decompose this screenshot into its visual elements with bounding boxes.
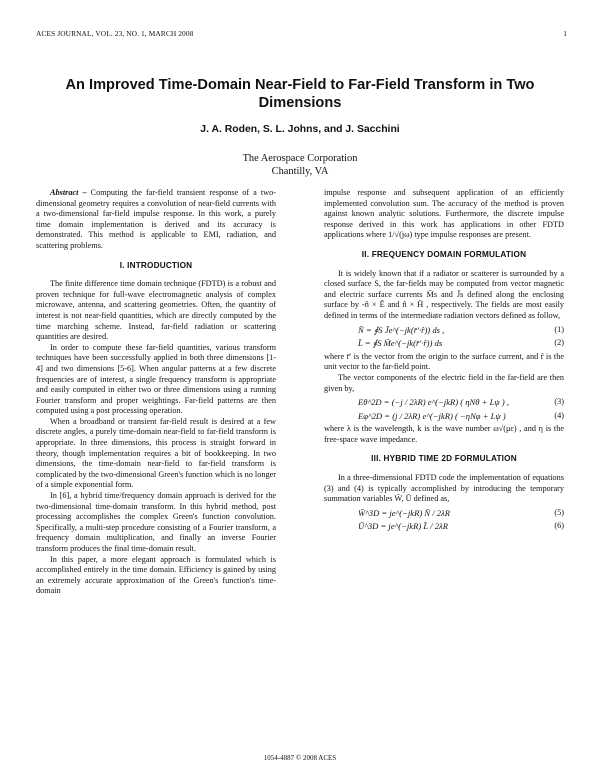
freq-paragraph-2: where r̄′ is the vector from the origin to the surface current, and r̂ is the unit vector to the far-field point. bbox=[324, 351, 564, 372]
equation-3-body: Eθ^2D = (−j / 2λR) e^(−jkR) ( ηNθ + Lψ ) , bbox=[358, 397, 510, 408]
affiliation bbox=[0, 152, 600, 178]
freq-paragraph-1: It is widely known that if a radiator or scatterer is surrounded by a closed surface S, the far-fields may be computed from vector magnetic and electric surface currents M̄s and J̄s defined along the enclosing surface by -n̂ × Ē and n̂ × H̄ , respectively. The fields are most easily defined in terms of the intermediate radiation vectors defined as follow, bbox=[324, 268, 564, 320]
equation-5 bbox=[324, 508, 564, 519]
intro-continuation: impulse response and subsequent application of an efficiently implemented convolution sum. The accuracy of the method is proven against known analytic solutions. Furthermore, the discrete impulse response derived in this work has applications in other FDTD applications where 1/√(jω) type impulse responses are present. bbox=[324, 188, 564, 240]
equation-4 bbox=[324, 411, 564, 422]
equation-2 bbox=[324, 338, 564, 349]
equation-3-number: (3) bbox=[554, 397, 564, 407]
intro-paragraph-1: The finite difference time domain technique (FDTD) is a robust and proven technique for full-wave electromagnetic analysis of complex microwave, antenna, and scattering geometries. Often, the quantity of interest is not near-field quantities, which are directly computed by the time marching scheme. Instead, far-field radiation or scattering quantities are desired. bbox=[36, 279, 276, 342]
intro-paragraph-4: In [6], a hybrid time/frequency domain approach is derived for the two-dimensional time-domain transform. In this hybrid method, post processing accomplishes the complex Green's function convolution. Specifically, a multi-step procedure consisting of a Fourier transform, a frequency domain multiplication, and finally an inverse Fourier transform produces the final time-domain result. bbox=[36, 491, 276, 553]
section-heading-frequency: II. FREQUENCY DOMAIN FORMULATION bbox=[361, 249, 527, 259]
copyright-footer: 1054-4887 © 2008 ACES bbox=[263, 754, 337, 762]
equation-6-body: Ū^3D = je^(−jkR) L̄ / 2λR bbox=[358, 521, 448, 532]
abstract-text: Computing the far-field transient response of a two-dimensional geometry requires a convolution of near-field currents with a two-dimensional far-field impulse response. In this work, a purely time domain implementation is derived and its accuracy is demonstrated. This method is applicable to EMI, radiation, and scattering problems. bbox=[36, 188, 277, 250]
equation-2-body: L̄ = ∮S M̄e^(−jk(r̄′·r̂)) ds bbox=[358, 338, 443, 349]
equation-4-body: Eφ^2D = (j / 2λR) e^(−jkR) ( −ηNφ + Lψ ) bbox=[358, 410, 506, 421]
equation-2-number: (2) bbox=[554, 338, 564, 348]
equation-1-number: (1) bbox=[554, 324, 564, 334]
intro-paragraph-5: In this paper, a more elegant approach is formulated which is accomplished entirely in the time domain. Efficiency is gained by using an extremely accurate approximation of the Green's function's time-domain bbox=[36, 554, 276, 596]
authors: J. A. Roden, S. L. Johns, and J. Sacchini bbox=[200, 124, 400, 135]
equation-4-number: (4) bbox=[554, 410, 564, 420]
equation-1 bbox=[324, 325, 564, 336]
equation-1-body: N̄ = ∮S J̄e^(−jk(r̄′·r̂)) ds , bbox=[358, 324, 445, 335]
section-heading-hybrid: III. HYBRID TIME 2D FORMULATION bbox=[371, 454, 517, 464]
affiliation-city: Chantilly, VA bbox=[271, 166, 329, 177]
left-column bbox=[36, 188, 276, 597]
equation-5-number: (5) bbox=[554, 507, 564, 517]
equation-6-number: (6) bbox=[554, 521, 564, 531]
paper-title: An Improved Time-Domain Near-Field to Far-Field Transform in Two Dimensions bbox=[65, 77, 535, 111]
abstract-label: Abstract – bbox=[50, 188, 87, 197]
equation-5-body: W̄^3D = je^(−jkR) N̄ / 2λR bbox=[358, 507, 451, 518]
freq-paragraph-4: where λ is the wavelength, k is the wave number ω√(με) , and η is the free-space wave impedance. bbox=[324, 424, 564, 444]
hybrid-paragraph-1: In a three-dimensional FDTD code the implementation of equations (3) and (4) is typically accomplished by introducing the temporary summation variables W̄, Ū defined as, bbox=[324, 473, 564, 504]
intro-paragraph-2: In order to compute these far-field quantities, various transform techniques have been successfully applied in both three dimensions [1-4] and two dimensions [5-6]. When angular patterns at a few discrete frequencies are of interest, a single frequency transform is appropriate and easily computed in either two or three dimensions using a running Fourier transform and proper weightings. Far-field patterns are then computed using a post processing operation. bbox=[36, 342, 276, 416]
right-column bbox=[324, 188, 564, 535]
equation-3 bbox=[324, 397, 564, 408]
page-number: 1 bbox=[563, 29, 567, 38]
running-header: ACES JOURNAL, VOL. 23, NO. 1, MARCH 2008 bbox=[36, 29, 194, 38]
section-heading-intro: I. INTRODUCTION bbox=[119, 260, 193, 270]
affiliation-org: The Aerospace Corporation bbox=[242, 153, 358, 164]
intro-paragraph-3: When a broadband or transient far-field result is desired at a few discrete angles, a purely time-domain near-field to far-field transform is appropriate. In three dimensions, this process is straight forward in theory, though implementation requires a bit of bookkeeping. In two dimensions, the time-domain near-field to far-field transform is complicated by the two-dimensional Green's function which is no longer of a simple exponential form. bbox=[36, 416, 276, 490]
equation-6 bbox=[324, 521, 564, 532]
abstract bbox=[36, 188, 276, 252]
freq-paragraph-3: The vector components of the electric field in the far-field are then given by, bbox=[324, 372, 564, 393]
